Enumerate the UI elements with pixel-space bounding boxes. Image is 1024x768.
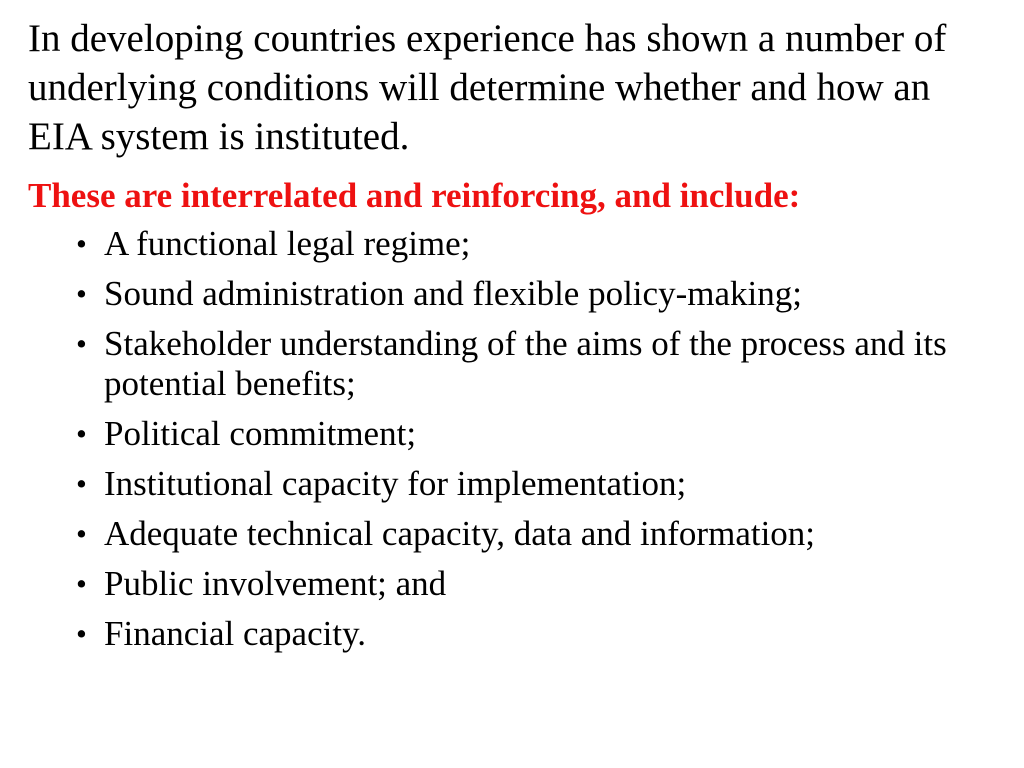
subheading: These are interrelated and reinforcing, and include: (28, 176, 801, 215)
bullet-icon: • (76, 566, 87, 601)
conditions-list (76, 224, 976, 664)
list-item (76, 564, 976, 604)
list-item-text: A functional legal regime; (104, 224, 471, 263)
list-item (76, 324, 976, 404)
bullet-icon: • (76, 326, 87, 361)
list-item-text: Adequate technical capacity, data and information; (104, 514, 816, 553)
list-item-text: Institutional capacity for implementation; (104, 464, 687, 503)
list-item-text: Public involvement; and (104, 564, 447, 603)
list-item (76, 274, 976, 314)
bullet-icon: • (76, 416, 87, 451)
intro-paragraph: In developing countries experience has shown a number of underlying conditions will determine whether and how an EIA system is instituted. (28, 17, 947, 158)
list-item-text: Sound administration and flexible policy-making; (104, 274, 802, 313)
list-item (76, 614, 976, 654)
list-item (76, 224, 976, 264)
bullet-icon: • (76, 466, 87, 501)
bullet-icon: • (76, 616, 87, 651)
list-item-text: Stakeholder understanding of the aims of the process and its potential benefits; (104, 324, 947, 403)
list-item-text: Financial capacity. (104, 614, 367, 653)
list-item (76, 414, 976, 454)
bullet-icon: • (76, 226, 87, 261)
list-item (76, 514, 976, 554)
list-item-text: Political commitment; (104, 414, 417, 453)
bullet-icon: • (76, 516, 87, 551)
bullet-icon: • (76, 276, 87, 311)
list-item (76, 464, 976, 504)
